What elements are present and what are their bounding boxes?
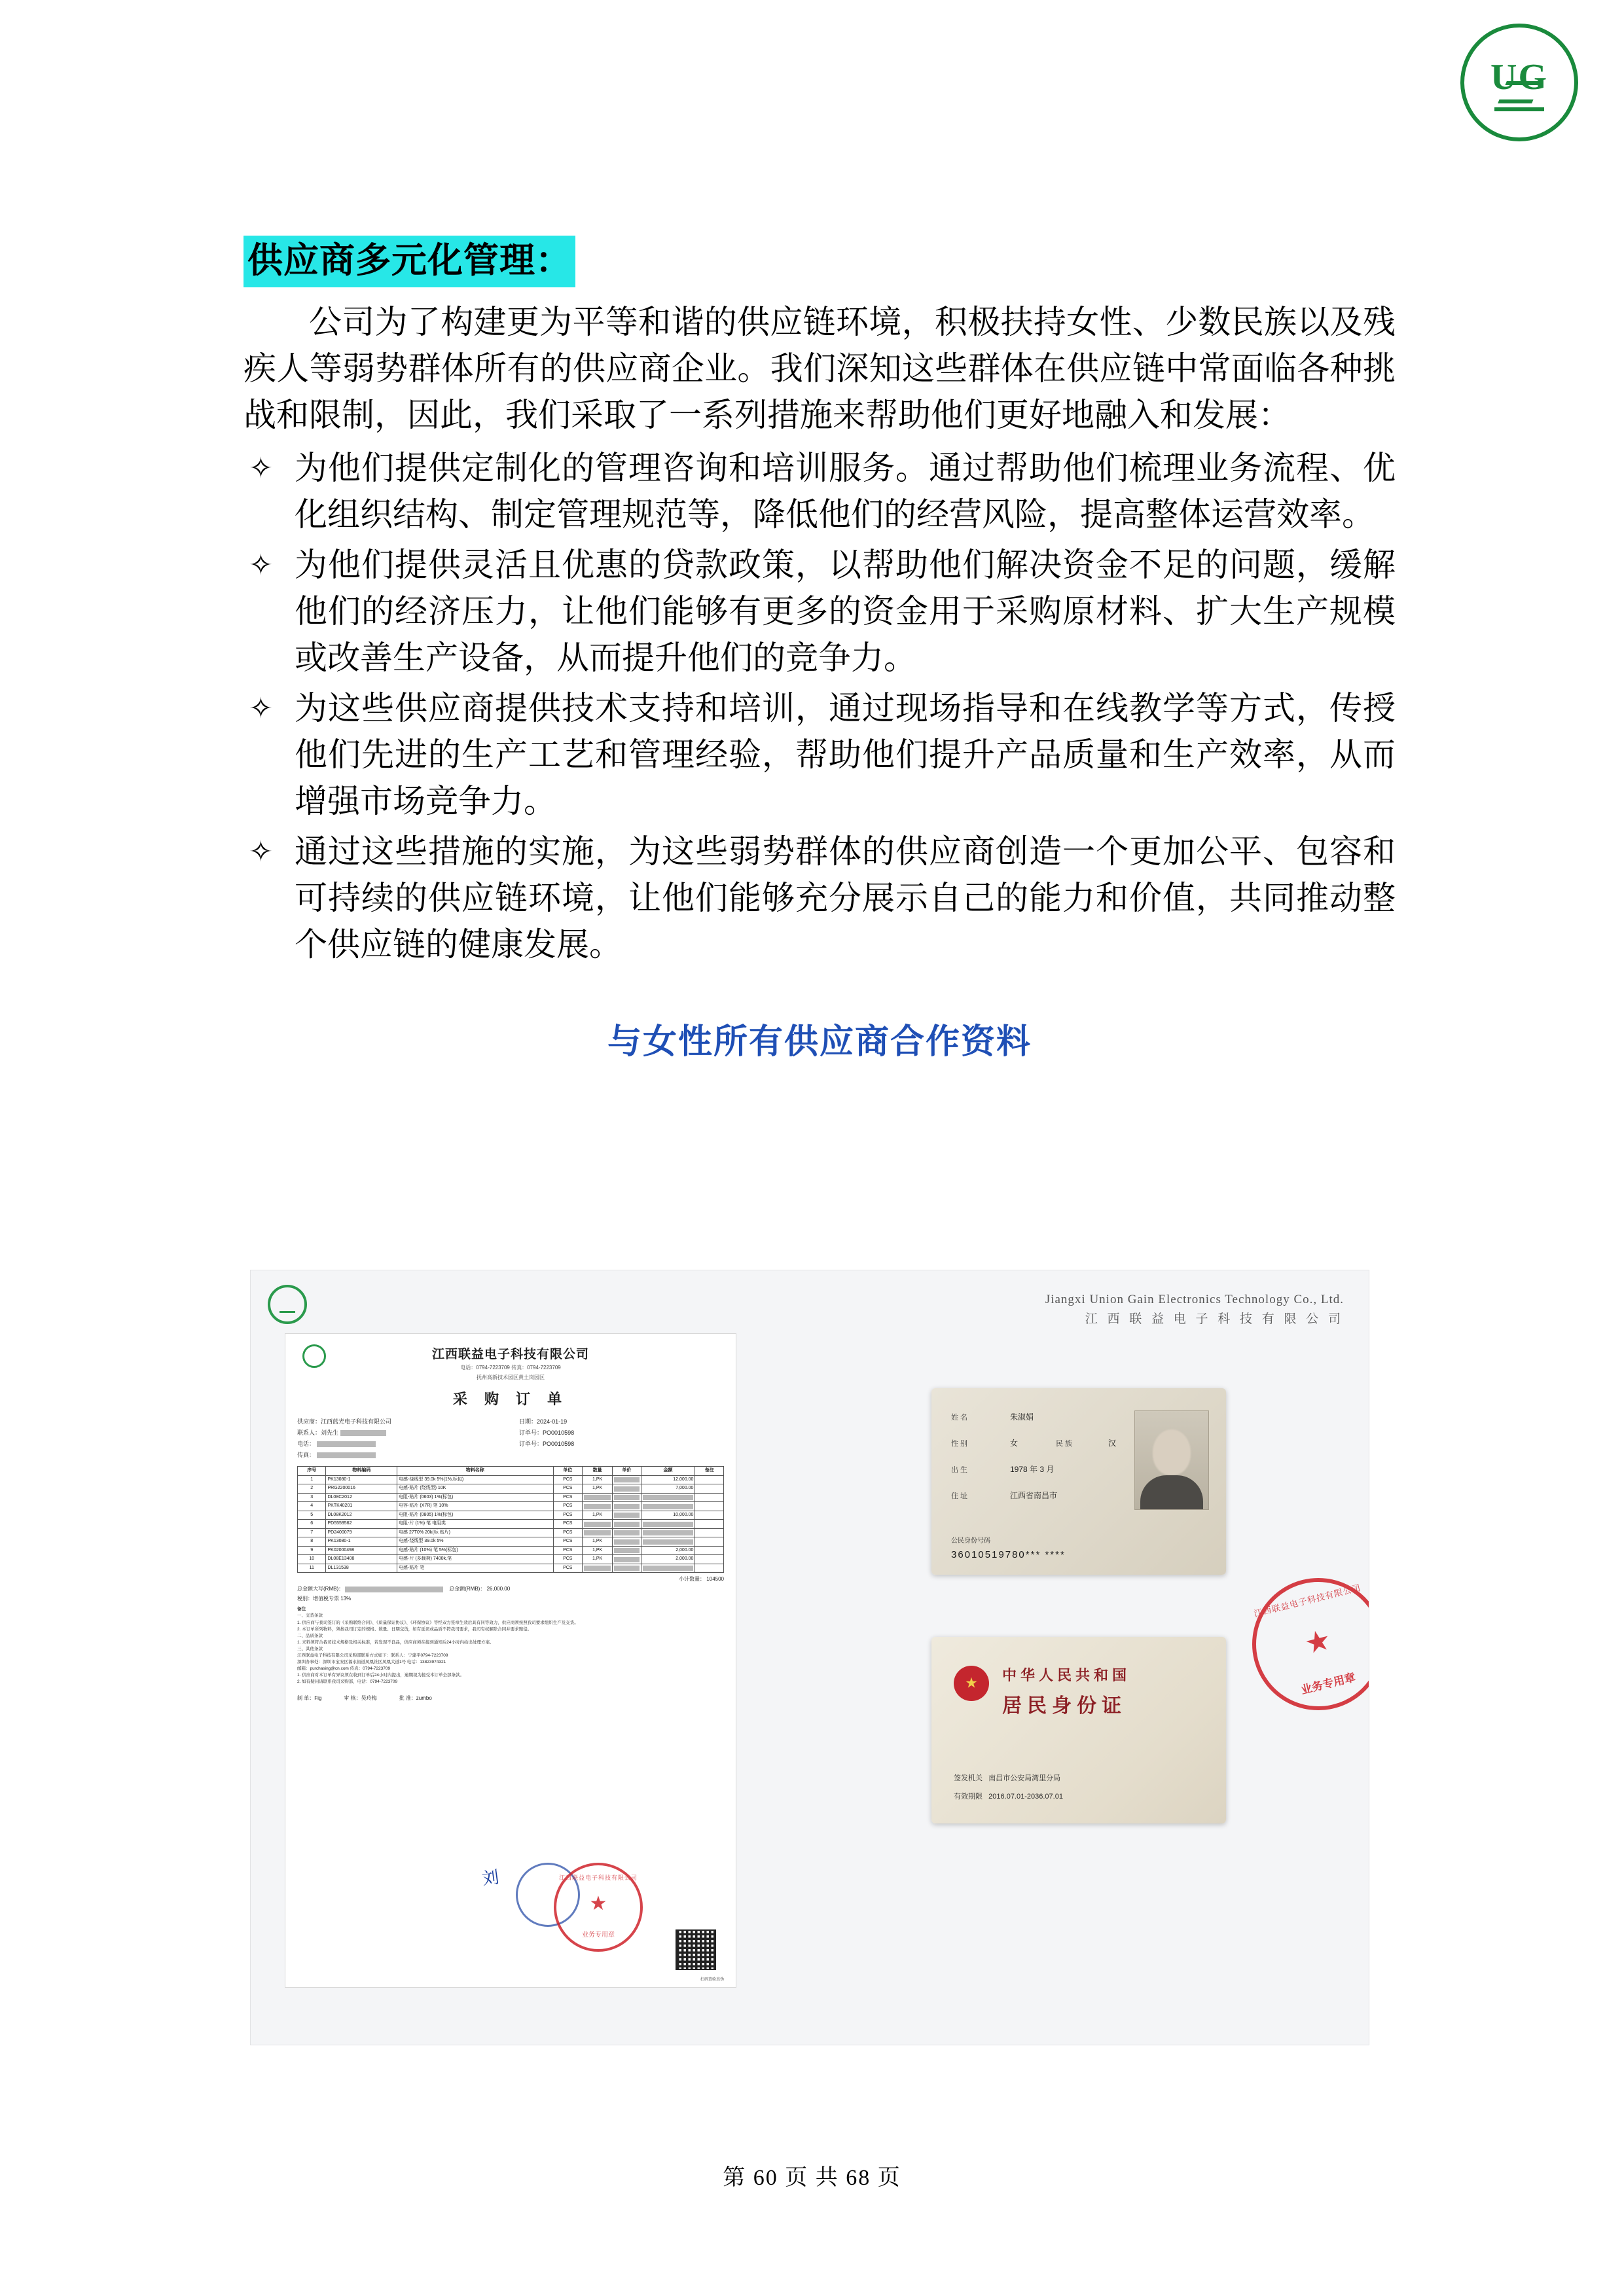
id-number-value: 36010519780*** ****: [951, 1549, 1066, 1560]
po-notes-title: 备注: [297, 1607, 306, 1612]
po-total-row: [297, 1585, 724, 1592]
list-item-text: 为他们提供灵活且优惠的贷款政策，以帮助他们解决资金不足的问题，缓解他们的经济压力，让他们能够有更多的资金用于采购原材料、扩大生产规模或改善生产设备，从而提升他们的竞争力。: [295, 546, 1396, 676]
table-row: [298, 1528, 724, 1537]
cell-code: DL08C2012: [326, 1493, 397, 1502]
cell-index: 6: [298, 1520, 326, 1529]
po-line-items-table: [297, 1466, 724, 1573]
cell-note: [695, 1511, 724, 1520]
cell-index: 2: [298, 1484, 326, 1494]
id-label-sex: 性 别: [951, 1440, 968, 1448]
po-signature-row: [297, 1695, 724, 1702]
id-photo: [1134, 1410, 1209, 1510]
cell-unit: PCS: [553, 1475, 582, 1484]
id-photo-head: [1153, 1429, 1191, 1475]
list-item: [244, 445, 1396, 538]
po-subtotal: [297, 1575, 724, 1583]
po-title: 采 购 订 单: [452, 1391, 569, 1407]
cell-note: [695, 1484, 724, 1494]
po-note-line: 2. 如有疑问请联系我司采购部，电话：0794-7223709: [297, 1679, 398, 1685]
diamond-bullet-icon: ✧: [249, 691, 273, 725]
po-signature-item: 审 核：吴玲梅: [344, 1695, 377, 1702]
cell-desc: 电感-贴片 (10%) 笔 5%(标包): [397, 1546, 554, 1555]
col-header: 物料编码: [326, 1467, 397, 1476]
star-icon: ★: [589, 1893, 607, 1914]
cell-amount: 7,000.00: [641, 1484, 695, 1494]
id-value-sex: 女: [1010, 1439, 1019, 1448]
cell-desc: 电阻-贴片 (0603) 1%(标包): [397, 1493, 554, 1502]
list-item: [244, 685, 1396, 825]
cell-amount: [641, 1493, 695, 1502]
logo-text: UG: [1490, 57, 1548, 98]
po-subtotal-value: 104500: [706, 1576, 724, 1583]
cell-unit: PCS: [553, 1555, 582, 1564]
cell-index: 4: [298, 1502, 326, 1511]
po-address-line1: 电话：0794-7223709 传真：0794-7223709: [460, 1365, 561, 1371]
id-number-label: 公民身份号码: [951, 1537, 990, 1545]
id-issuer-value: 南昌市公安局湾里分局: [988, 1774, 1061, 1782]
id-label-name: 姓 名: [951, 1414, 968, 1422]
col-header: 单位: [553, 1467, 582, 1476]
star-icon: ★: [1301, 1623, 1335, 1661]
po-meta-item: 日期：2024-01-19: [519, 1418, 568, 1425]
cell-note: [695, 1528, 724, 1537]
po-note-line: 2. 本订单所列物料，须按我司订定的规格、数量、日期交货，如有延误或品质不符我司要求，我司有权解除合同并要求赔偿。: [297, 1626, 532, 1632]
po-meta-item: 联系人：刘先生: [297, 1427, 502, 1439]
po-note-line: 一、交货条款: [297, 1613, 323, 1619]
id-validity-label: 有效期限: [954, 1793, 983, 1801]
id-card-info-side: [931, 1388, 1226, 1575]
stamp-large-title: 江西联益电子科技有限公司: [1253, 1582, 1362, 1619]
po-meta-item: 传真：: [297, 1450, 502, 1461]
po-meta-item: 订单号：PO0010598: [519, 1429, 575, 1437]
cell-code: PD2400079: [326, 1528, 397, 1537]
cell-note: [695, 1520, 724, 1529]
panel-logo-icon: [268, 1285, 307, 1324]
cell-amount: 12,000.00: [641, 1475, 695, 1484]
list-item: [244, 542, 1396, 681]
cell-unit: PCS: [553, 1528, 582, 1537]
cell-desc: 电感-绕线型 39.0k 5%(1%,标包): [397, 1475, 554, 1484]
cell-unit: PCS: [553, 1537, 582, 1547]
id-doc-name-text: 居民身份证: [1002, 1695, 1127, 1717]
table-row: [298, 1546, 724, 1555]
cell-index: 10: [298, 1555, 326, 1564]
id-value-name: 朱淑娟: [1010, 1412, 1034, 1422]
content-body: [244, 236, 1396, 1063]
cell-qty: 1,PK: [582, 1511, 612, 1520]
intro-paragraph: 公司为了构建更为平等和谐的供应链环境，积极扶持女性、少数民族以及残疾人等弱势群体所有的供应商企业。我们深知这些群体在供应链中常面临各种挑战和限制，因此，我们采取了一系列措施来帮助他们更好地融入和发展：: [244, 303, 1396, 433]
table-row: [298, 1520, 724, 1529]
id-label-ethnicity: 民 族: [1056, 1440, 1073, 1448]
cell-desc: 电感 27T0% 20k(标 贴片): [397, 1528, 554, 1537]
cell-qty: 1,PK: [582, 1546, 612, 1555]
cell-qty: [582, 1493, 612, 1502]
id-issuer-label: 签发机关: [954, 1774, 983, 1782]
panel-header-cn: 江 西 联 益 电 子 科 技 有 限 公 司: [1085, 1312, 1344, 1327]
evidence-image-panel: [250, 1270, 1369, 2045]
purchase-order-document: [285, 1333, 736, 1988]
po-signature-item: 制 单：Fig: [297, 1695, 322, 1702]
cell-price: [613, 1564, 641, 1573]
cell-code: PK13080-1: [326, 1537, 397, 1547]
cell-note: [695, 1502, 724, 1511]
cell-note: [695, 1555, 724, 1564]
po-note-line: 江西联益电子科技有限公司采购部联系方式如下：联系人：宁建平0794-7223709: [297, 1653, 448, 1658]
cell-amount: 2,000.00: [641, 1555, 695, 1564]
po-meta: [297, 1416, 724, 1461]
po-total-cn-label: 总金额大写(RMB)：: [297, 1586, 344, 1592]
diamond-bullet-icon: ✧: [249, 451, 273, 485]
table-row: [298, 1537, 724, 1547]
stamp-large-sub: 业务专用章: [1299, 1671, 1357, 1697]
cell-code: PK13080-1: [326, 1475, 397, 1484]
cell-price: [613, 1520, 641, 1529]
red-company-stamp-large: [1238, 1564, 1369, 1725]
cell-amount: 2,000.00: [641, 1546, 695, 1555]
page-footer: 第 60 页 共 68 页: [723, 2166, 901, 2190]
cell-index: 5: [298, 1511, 326, 1520]
id-issuer: [954, 1772, 1060, 1783]
cell-price: [613, 1528, 641, 1537]
cell-unit: PCS: [553, 1502, 582, 1511]
cell-code: PRG2200016: [326, 1484, 397, 1494]
po-meta-item: 电话：: [297, 1439, 502, 1450]
po-notes: [297, 1606, 724, 1685]
cell-code: DL131538: [326, 1564, 397, 1573]
list-item: [244, 829, 1396, 968]
cell-qty: 1,PK: [582, 1484, 612, 1494]
col-header: 物料名称: [397, 1467, 554, 1476]
id-photo-body: [1140, 1475, 1203, 1509]
id-value-ethnicity: 汉: [1108, 1439, 1117, 1448]
logo-circle: [1460, 24, 1578, 141]
cell-price: [613, 1502, 641, 1511]
handwritten-signature: 刘: [480, 1867, 501, 1889]
table-header-row: [298, 1467, 724, 1476]
cell-desc: 电感-绕线型 39.0k 5%: [397, 1537, 554, 1547]
po-meta-left: [297, 1416, 502, 1461]
cell-qty: [582, 1564, 612, 1573]
po-meta-right: [519, 1416, 724, 1461]
id-value-birth: 1978 年 3 月: [1010, 1465, 1055, 1474]
po-meta-item: 供应商：江西蓝光电子科技有限公司: [297, 1418, 392, 1425]
cell-note: [695, 1537, 724, 1547]
po-tax-note: 税别：增值税专票 13%: [297, 1596, 352, 1602]
cell-price: [613, 1546, 641, 1555]
panel-header: [1045, 1290, 1344, 1330]
id-label-birth: 出 生: [951, 1466, 968, 1474]
cell-qty: 1,PK: [582, 1537, 612, 1547]
po-logo-icon: [302, 1344, 326, 1368]
cell-note: [695, 1493, 724, 1502]
national-emblem-icon: [954, 1666, 989, 1701]
cell-price: [613, 1484, 641, 1494]
measures-list: [244, 445, 1396, 968]
col-header: 单价: [613, 1467, 641, 1476]
po-address-line2: 抚州高新技术园区黄土岗园区: [477, 1374, 545, 1380]
po-note-line: 深圳办事处：深圳市宝安区福永街道凤凰社区凤凰大道1号 电话：13823974321: [297, 1659, 446, 1664]
cell-unit: PCS: [553, 1511, 582, 1520]
cell-note: [695, 1546, 724, 1555]
cell-qty: [582, 1502, 612, 1511]
cell-qty: [582, 1520, 612, 1529]
cell-code: PD5559562: [326, 1520, 397, 1529]
cell-amount: [641, 1502, 695, 1511]
red-company-stamp: [554, 1863, 643, 1952]
cell-code: PKTK40201: [326, 1502, 397, 1511]
po-note-line: 1. 供应商对本订单有异议须在收到订单后24小时内提出，逾期视为接受本订单全部条款。: [297, 1673, 464, 1677]
po-total-num-label: 总金额(RMB)：: [449, 1586, 486, 1592]
cell-unit: PCS: [553, 1493, 582, 1502]
subsection-title: 与女性所有供应商合作资料: [607, 1022, 1032, 1061]
cell-qty: 1,PK: [582, 1475, 612, 1484]
cell-unit: PCS: [553, 1564, 582, 1573]
cell-index: 8: [298, 1537, 326, 1547]
id-country-text: 中华人民共和国: [1002, 1667, 1131, 1683]
po-note-line: 三、其他条款: [297, 1646, 323, 1651]
cell-qty: [582, 1528, 612, 1537]
cell-index: 3: [298, 1493, 326, 1502]
po-note-line: 1. 来料须符合我司技术规格及相关标准，若发现不良品，供应商须在接到通知后24小时内给出处理方案。: [297, 1640, 494, 1645]
cell-desc: 电容-贴片 (X7R) 笔 10%: [397, 1502, 554, 1511]
cell-desc: 电阻-片 (1%) 笔 电阻类: [397, 1520, 554, 1529]
po-note-line: 1. 供应商与我司签订的《采购联络合同》、《质量保证协议》、《环保协议》等经双方签章生效后具有同等效力，供应商须按照我司要求组织生产及交货。: [297, 1620, 579, 1625]
po-total-num-value: 26,000.00: [486, 1586, 511, 1592]
stamp-title: 江西联益电子科技有限公司: [558, 1874, 638, 1881]
col-header: 金额: [641, 1467, 695, 1476]
cell-code: PK02000498: [326, 1546, 397, 1555]
cell-desc: 电感-片 (多载荷) 7400k,笔: [397, 1555, 554, 1564]
table-row: [298, 1502, 724, 1511]
cell-amount: [641, 1520, 695, 1529]
panel-header-en: Jiangxi Union Gain Electronics Technology Co., Ltd.: [1045, 1293, 1344, 1306]
company-logo: [1460, 24, 1585, 148]
id-label-address: 住 址: [951, 1492, 968, 1500]
po-meta-item: 订单号：PO0010598: [519, 1441, 575, 1448]
qr-code-icon: [676, 1929, 716, 1970]
po-note-line: 二、品质条款: [297, 1633, 323, 1638]
cell-price: [613, 1555, 641, 1564]
cell-unit: PCS: [553, 1546, 582, 1555]
table-row: [298, 1475, 724, 1484]
cell-note: [695, 1475, 724, 1484]
qr-caption: 扫码查验真伪: [700, 1978, 724, 1982]
cell-index: 11: [298, 1564, 326, 1573]
table-row: [298, 1555, 724, 1564]
cell-note: [695, 1564, 724, 1573]
cell-amount: [641, 1564, 695, 1573]
cell-desc: 电阻-贴片 (0805) 1%(标包): [397, 1511, 554, 1520]
table-row: [298, 1564, 724, 1573]
cell-index: 7: [298, 1528, 326, 1537]
cell-code: DL08E13408: [326, 1555, 397, 1564]
logo-bar-icon: [1494, 107, 1544, 111]
id-validity-value: 2016.07.01-2036.07.01: [988, 1793, 1063, 1801]
cell-price: [613, 1475, 641, 1484]
col-header: 序号: [298, 1467, 326, 1476]
cell-price: [613, 1537, 641, 1547]
id-validity: [954, 1791, 1063, 1801]
cell-unit: PCS: [553, 1484, 582, 1494]
table-body: [298, 1475, 724, 1573]
col-header: 备注: [695, 1467, 724, 1476]
list-item-text: 为他们提供定制化的管理咨询和培训服务。通过帮助他们梳理业务流程、优化组织结构、制定管理规范等，降低他们的经营风险，提高整体运营效率。: [295, 449, 1396, 533]
cell-price: [613, 1493, 641, 1502]
section-title: 供应商多元化管理：: [244, 236, 575, 287]
cell-code: DL08K2012: [326, 1511, 397, 1520]
table-row: [298, 1484, 724, 1494]
cell-desc: 电感-贴片 笔: [397, 1564, 554, 1573]
cell-qty: 1,PK: [582, 1555, 612, 1564]
stamp-sub: 业务专用章: [582, 1931, 615, 1939]
cell-unit: PCS: [553, 1520, 582, 1529]
cell-amount: 10,000.00: [641, 1511, 695, 1520]
col-header: 数量: [582, 1467, 612, 1476]
cell-index: 9: [298, 1546, 326, 1555]
table-row: [298, 1511, 724, 1520]
cell-price: [613, 1511, 641, 1520]
diamond-bullet-icon: ✧: [249, 834, 273, 869]
cell-index: 1: [298, 1475, 326, 1484]
table-row: [298, 1493, 724, 1502]
cell-amount: [641, 1528, 695, 1537]
id-value-address: 江西省南昌市: [1010, 1491, 1058, 1500]
cell-desc: 电感-贴片 (绕线型) 10K: [397, 1484, 554, 1494]
po-company-name: 江西联益电子科技有限公司: [431, 1348, 589, 1361]
id-card-emblem-side: [931, 1637, 1226, 1823]
po-signature-item: 批 准：zumbo: [399, 1695, 432, 1702]
list-item-text: 为这些供应商提供技术支持和培训，通过现场指导和在线教学等方式，传授他们先进的生产工艺和管理经验，帮助他们提升产品质量和生产效率，从而增强市场竞争力。: [295, 689, 1396, 819]
po-note-line: 邮箱：purchasing@cn.com 传真：0794-7223709: [297, 1666, 391, 1671]
list-item-text: 通过这些措施的实施，为这些弱势群体的供应商创造一个更加公平、包容和可持续的供应链环境，让他们能够充分展示自己的能力和价值，共同推动整个供应链的健康发展。: [295, 833, 1396, 963]
diamond-bullet-icon: ✧: [249, 548, 273, 582]
cell-amount: [641, 1537, 695, 1547]
po-subtotal-label: 小计数量：: [679, 1576, 706, 1583]
